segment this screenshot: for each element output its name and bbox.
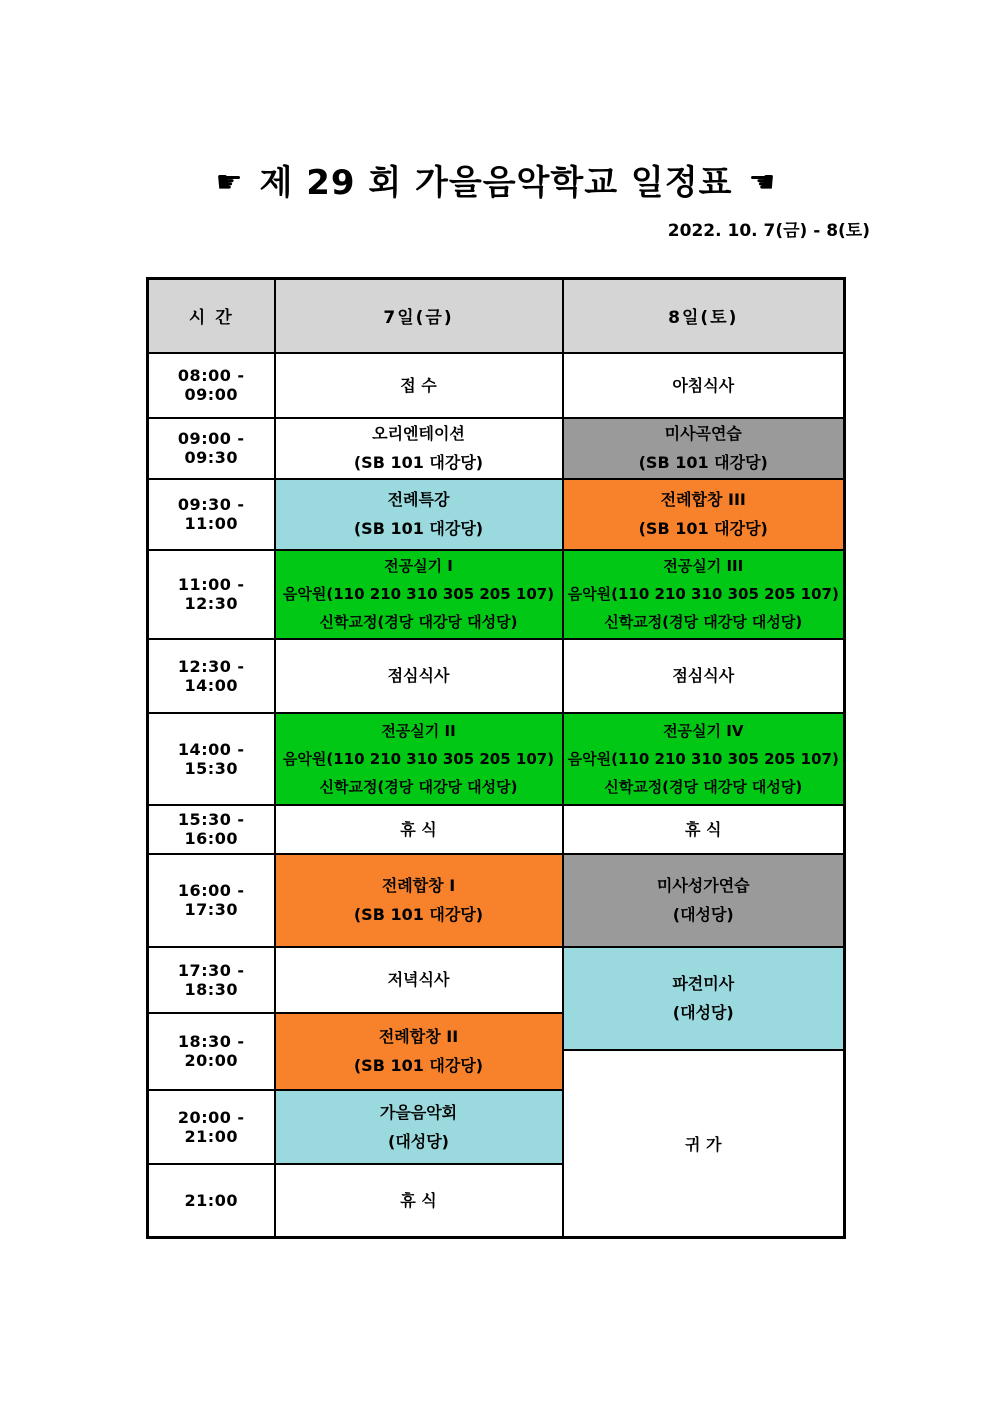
header-saturday: 8일(토) — [563, 279, 845, 353]
table-row — [148, 713, 845, 805]
event-location-line: 음악원(110 210 310 305 205 107) — [282, 749, 555, 768]
event-line: 점심식사 — [672, 666, 735, 685]
event-cell-fri-break — [275, 805, 563, 854]
event-location-line: (대성당) — [388, 1131, 449, 1151]
event-line: 휴 식 — [685, 819, 722, 839]
event-line: 휴 식 — [400, 1190, 437, 1210]
event-cell-fri-registration — [275, 353, 563, 418]
event-cell-sat-mass-hymn-practice — [563, 854, 845, 947]
event-location-line: 신학교정(경당 대강당 대성당) — [604, 613, 803, 631]
event-cell-sat-mass-song-practice — [563, 418, 845, 479]
event-line: 점심식사 — [387, 666, 450, 685]
time-cell: 20:00 - 21:00 — [148, 1090, 275, 1164]
event-location-line: (대성당) — [672, 905, 734, 924]
time-cell: 18:30 - 20:00 — [148, 1013, 275, 1090]
event-location-line: (SB 101 대강당) — [638, 519, 768, 538]
event-line: 미사곡연습 — [664, 424, 742, 443]
event-cell-fri-fall-concert — [275, 1090, 563, 1164]
event-location-line: 신학교정(경당 대강당 대성당) — [319, 777, 518, 796]
event-cell-fri-liturgy-choir-1 — [275, 854, 563, 947]
event-location-line: 음악원(110 210 310 305 205 107) — [567, 749, 839, 768]
event-cell-sat-departure — [564, 1051, 844, 1236]
event-line: 전례합창 I — [381, 876, 456, 895]
event-location-line: (SB 101 대강당) — [353, 905, 484, 924]
event-line: 휴 식 — [400, 819, 437, 839]
time-cell: 14:00 - 15:30 — [148, 713, 275, 805]
left-pointing-hand-icon: ☚ — [748, 165, 777, 200]
event-cell-fri-dinner — [275, 947, 563, 1013]
event-cell-sat-lunch — [563, 639, 845, 713]
header-row — [148, 279, 845, 353]
time-cell: 09:30 - 11:00 — [148, 479, 275, 550]
event-line: 전공실기 I — [384, 557, 453, 575]
time-cell: 15:30 - 16:00 — [148, 805, 275, 854]
event-cell-fri-major-practice-2 — [275, 713, 563, 805]
schedule-table — [146, 277, 846, 1239]
time-cell: 17:30 - 18:30 — [148, 947, 275, 1013]
event-line: 귀 가 — [685, 1134, 722, 1154]
event-line: 저녁식사 — [387, 970, 450, 990]
event-line: 전공실기 IV — [663, 721, 744, 740]
table-row — [148, 854, 845, 947]
time-cell: 08:00 - 09:00 — [148, 353, 275, 418]
page-title-text: 제 29 회 가을음악학교 일정표 — [259, 163, 733, 203]
time-cell: 12:30 - 14:00 — [148, 639, 275, 713]
saturday-evening-merged-cell — [563, 947, 845, 1238]
page-title — [0, 155, 992, 204]
event-line: 전공실기 III — [663, 557, 744, 575]
table-row — [148, 550, 845, 639]
time-cell: 21:00 — [148, 1164, 275, 1237]
event-location-line: 음악원(110 210 310 305 205 107) — [282, 585, 555, 603]
event-cell-sat-major-practice-3 — [563, 550, 845, 639]
event-cell-fri-rest — [275, 1164, 563, 1237]
event-cell-fri-liturgy-choir-2 — [275, 1013, 563, 1090]
table-row — [148, 418, 845, 479]
event-cell-fri-liturgy-lecture — [275, 479, 563, 550]
event-cell-sat-break — [563, 805, 845, 854]
event-line: 전례특강 — [387, 490, 450, 509]
event-location-line: 신학교정(경당 대강당 대성당) — [319, 613, 518, 631]
event-location-line: 신학교정(경당 대강당 대성당) — [604, 777, 803, 796]
event-location-line: 음악원(110 210 310 305 205 107) — [567, 585, 839, 603]
event-cell-sat-major-practice-4 — [563, 713, 845, 805]
event-line: 파견미사 — [672, 974, 735, 993]
event-location-line: (대성당) — [672, 1003, 734, 1022]
time-cell: 16:00 - 17:30 — [148, 854, 275, 947]
table-row — [148, 639, 845, 713]
time-cell: 11:00 - 12:30 — [148, 550, 275, 639]
event-line: 오리엔테이션 — [372, 424, 465, 443]
event-line: 아침식사 — [672, 375, 735, 395]
table-row — [148, 805, 845, 854]
event-line: 가을음악회 — [379, 1102, 458, 1122]
event-line: 접 수 — [400, 375, 437, 395]
table-row — [148, 947, 845, 1013]
time-cell: 09:00 - 09:30 — [148, 418, 275, 479]
event-line: 전례합창 II — [378, 1027, 459, 1047]
event-location-line: (SB 101 대강당) — [353, 1056, 484, 1076]
event-cell-fri-lunch — [275, 639, 563, 713]
event-location-line: (SB 101 대강당) — [353, 519, 484, 538]
right-pointing-hand-icon: ☛ — [215, 165, 244, 200]
header-time: 시 간 — [148, 279, 275, 353]
table-row — [148, 479, 845, 550]
event-cell-fri-orientation — [275, 418, 563, 479]
event-location-line: (SB 101 대강당) — [638, 453, 768, 472]
event-line: 전례합창 III — [660, 490, 746, 509]
event-line: 전공실기 II — [381, 721, 456, 740]
event-cell-sat-mission-mass — [564, 948, 844, 1051]
header-friday: 7일(금) — [275, 279, 563, 353]
event-location-line: (SB 101 대강당) — [353, 453, 484, 472]
event-cell-sat-breakfast — [563, 353, 845, 418]
event-cell-fri-major-practice-1 — [275, 550, 563, 639]
event-cell-sat-liturgy-choir-3 — [563, 479, 845, 550]
date-range: 2022. 10. 7(금) - 8(토) — [667, 221, 870, 241]
event-line: 미사성가연습 — [656, 876, 750, 895]
table-row — [148, 353, 845, 418]
